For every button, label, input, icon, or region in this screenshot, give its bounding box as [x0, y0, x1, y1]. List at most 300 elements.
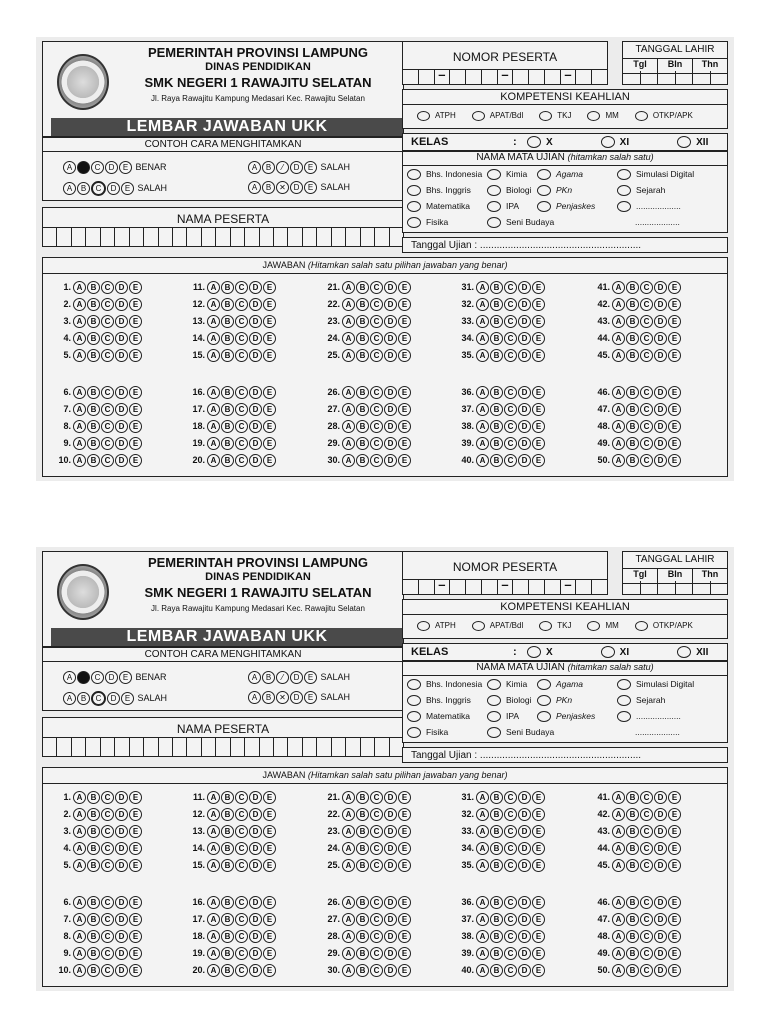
answer-bubble[interactable]: D	[384, 315, 397, 328]
nama-cell[interactable]	[317, 738, 331, 756]
answer-bubble[interactable]: D	[518, 808, 531, 821]
answer-bubble[interactable]: D	[249, 913, 262, 926]
nomor-cell[interactable]	[450, 580, 466, 594]
answer-bubble[interactable]: A	[612, 437, 625, 450]
answer-bubble[interactable]: B	[356, 964, 369, 977]
answer-bubble[interactable]: E	[398, 332, 411, 345]
tanggal-lahir-cell[interactable]	[711, 71, 728, 84]
answer-bubble[interactable]: B	[490, 808, 503, 821]
tanggal-lahir-cells[interactable]	[623, 71, 727, 84]
answer-bubble[interactable]: D	[115, 896, 128, 909]
answer-bubble[interactable]: B	[87, 437, 100, 450]
nama-cell[interactable]	[115, 228, 129, 246]
answer-bubble[interactable]: C	[370, 281, 383, 294]
answer-bubble[interactable]: B	[490, 913, 503, 926]
answer-bubble[interactable]: E	[532, 349, 545, 362]
answer-bubble[interactable]: B	[490, 791, 503, 804]
nomor-cell[interactable]	[545, 580, 561, 594]
nama-cell[interactable]	[390, 738, 403, 756]
answer-bubble[interactable]: D	[115, 454, 128, 467]
answer-bubble[interactable]: C	[504, 349, 517, 362]
mata-ujian-option[interactable]: Matematika	[407, 711, 470, 722]
answer-bubble[interactable]: B	[221, 349, 234, 362]
answer-bubble[interactable]: B	[221, 403, 234, 416]
answer-bubble[interactable]: A	[207, 420, 220, 433]
answer-bubble[interactable]: E	[263, 437, 276, 450]
answer-bubble[interactable]: A	[207, 896, 220, 909]
answer-bubble[interactable]: D	[654, 842, 667, 855]
answer-bubble[interactable]: D	[654, 437, 667, 450]
answer-bubble[interactable]: D	[654, 386, 667, 399]
answer-bubble[interactable]: E	[398, 454, 411, 467]
answer-bubble[interactable]: D	[115, 930, 128, 943]
answer-bubble[interactable]: C	[640, 930, 653, 943]
answer-bubble[interactable]: E	[532, 842, 545, 855]
mata-ujian-option[interactable]: Kimia	[487, 679, 527, 690]
nama-cell[interactable]	[303, 228, 317, 246]
mata-ujian-option[interactable]: Simulasi Digital	[617, 679, 694, 690]
answer-bubble[interactable]: B	[626, 825, 639, 838]
answer-bubble[interactable]: E	[129, 808, 142, 821]
answer-bubble[interactable]: D	[115, 825, 128, 838]
answer-bubble[interactable]: A	[476, 947, 489, 960]
answer-bubble[interactable]: C	[101, 315, 114, 328]
answer-bubble[interactable]: A	[207, 859, 220, 872]
nama-cell[interactable]	[260, 228, 274, 246]
answer-bubble[interactable]: A	[476, 437, 489, 450]
answer-bubble[interactable]: E	[129, 964, 142, 977]
answer-bubble[interactable]: C	[504, 859, 517, 872]
answer-bubble[interactable]: E	[668, 403, 681, 416]
answer-bubble[interactable]: A	[73, 808, 86, 821]
nomor-cell[interactable]	[482, 70, 498, 84]
answer-bubble[interactable]: A	[476, 386, 489, 399]
answer-bubble[interactable]: C	[101, 791, 114, 804]
answer-bubble[interactable]: E	[532, 437, 545, 450]
answer-bubble[interactable]: B	[490, 403, 503, 416]
answer-bubble[interactable]: C	[370, 859, 383, 872]
answer-bubble[interactable]: D	[115, 420, 128, 433]
answer-bubble[interactable]: C	[101, 808, 114, 821]
answer-bubble[interactable]: E	[398, 913, 411, 926]
answer-bubble[interactable]: D	[115, 964, 128, 977]
answer-bubble[interactable]: B	[490, 947, 503, 960]
answer-bubble[interactable]: C	[504, 298, 517, 311]
answer-bubble[interactable]: A	[342, 403, 355, 416]
answer-bubble[interactable]: B	[221, 913, 234, 926]
answer-bubble[interactable]: B	[626, 386, 639, 399]
answer-bubble[interactable]: D	[654, 315, 667, 328]
answer-bubble[interactable]: D	[249, 403, 262, 416]
answer-bubble[interactable]: D	[384, 808, 397, 821]
answer-bubble[interactable]: E	[398, 859, 411, 872]
answer-bubble[interactable]: A	[73, 386, 86, 399]
mata-ujian-option[interactable]: Agama	[537, 169, 583, 180]
mata-ujian-option[interactable]: PKn	[537, 185, 572, 196]
answer-bubble[interactable]: D	[384, 913, 397, 926]
answer-bubble[interactable]: B	[626, 808, 639, 821]
tanggal-lahir-cell[interactable]	[641, 71, 659, 84]
answer-bubble[interactable]: C	[235, 791, 248, 804]
kompetensi-option[interactable]: ATPH	[417, 621, 456, 630]
answer-bubble[interactable]: B	[87, 896, 100, 909]
answer-bubble[interactable]: C	[235, 349, 248, 362]
answer-bubble[interactable]: E	[263, 281, 276, 294]
answer-bubble[interactable]: E	[668, 947, 681, 960]
answer-bubble[interactable]: C	[370, 930, 383, 943]
answer-bubble[interactable]: A	[73, 298, 86, 311]
answer-bubble[interactable]: E	[398, 930, 411, 943]
answer-bubble[interactable]: D	[518, 896, 531, 909]
answer-bubble[interactable]: E	[668, 437, 681, 450]
answer-bubble[interactable]: B	[221, 420, 234, 433]
answer-bubble[interactable]: C	[504, 386, 517, 399]
answer-bubble[interactable]: C	[504, 808, 517, 821]
answer-bubble[interactable]: D	[115, 403, 128, 416]
nama-cell[interactable]	[130, 228, 144, 246]
answer-bubble[interactable]: E	[398, 808, 411, 821]
answer-bubble[interactable]: B	[87, 454, 100, 467]
answer-bubble[interactable]: D	[115, 281, 128, 294]
answer-bubble[interactable]: E	[129, 842, 142, 855]
mata-ujian-option[interactable]: Agama	[537, 679, 583, 690]
answer-bubble[interactable]: D	[115, 913, 128, 926]
answer-bubble[interactable]: B	[221, 825, 234, 838]
answer-bubble[interactable]: B	[356, 281, 369, 294]
answer-bubble[interactable]: C	[101, 454, 114, 467]
answer-bubble[interactable]: E	[129, 403, 142, 416]
answer-bubble[interactable]: B	[490, 842, 503, 855]
answer-bubble[interactable]: E	[398, 420, 411, 433]
answer-bubble[interactable]: A	[207, 403, 220, 416]
answer-bubble[interactable]: B	[490, 420, 503, 433]
answer-bubble[interactable]: A	[476, 298, 489, 311]
answer-bubble[interactable]: D	[115, 947, 128, 960]
answer-bubble[interactable]: A	[207, 947, 220, 960]
answer-bubble[interactable]: C	[101, 403, 114, 416]
nomor-cell[interactable]	[576, 580, 592, 594]
answer-bubble[interactable]: C	[101, 896, 114, 909]
answer-bubble[interactable]: D	[518, 281, 531, 294]
answer-bubble[interactable]: D	[384, 437, 397, 450]
nama-cell[interactable]	[187, 228, 201, 246]
nomor-cell[interactable]	[513, 580, 529, 594]
nama-cell[interactable]	[159, 228, 173, 246]
answer-bubble[interactable]: A	[342, 930, 355, 943]
tanggal-lahir-cell[interactable]	[658, 581, 676, 594]
answer-bubble[interactable]: B	[221, 298, 234, 311]
answer-bubble[interactable]: C	[504, 825, 517, 838]
nama-cell[interactable]	[101, 228, 115, 246]
answer-bubble[interactable]: D	[115, 437, 128, 450]
answer-bubble[interactable]: D	[384, 930, 397, 943]
mata-ujian-option[interactable]: PKn	[537, 695, 572, 706]
answer-bubble[interactable]: D	[518, 349, 531, 362]
answer-bubble[interactable]: B	[490, 964, 503, 977]
answer-bubble[interactable]: E	[398, 825, 411, 838]
answer-bubble[interactable]: D	[518, 386, 531, 399]
nama-cell[interactable]	[288, 228, 302, 246]
answer-bubble[interactable]: C	[370, 454, 383, 467]
answer-bubble[interactable]: D	[654, 454, 667, 467]
answer-bubble[interactable]: B	[356, 842, 369, 855]
answer-bubble[interactable]: A	[342, 298, 355, 311]
answer-bubble[interactable]: B	[87, 859, 100, 872]
tanggal-ujian-label[interactable]: Tanggal Ujian : ..........................................................	[411, 750, 642, 761]
answer-bubble[interactable]: E	[532, 403, 545, 416]
answer-bubble[interactable]: E	[263, 386, 276, 399]
answer-bubble[interactable]: D	[249, 842, 262, 855]
answer-bubble[interactable]: C	[370, 437, 383, 450]
answer-bubble[interactable]: D	[654, 791, 667, 804]
answer-bubble[interactable]: B	[87, 842, 100, 855]
mata-ujian-option[interactable]: Bhs. Indonesia	[407, 169, 482, 180]
answer-bubble[interactable]: C	[235, 913, 248, 926]
answer-bubble[interactable]: A	[612, 896, 625, 909]
answer-bubble[interactable]: E	[129, 930, 142, 943]
answer-bubble[interactable]: A	[207, 791, 220, 804]
answer-bubble[interactable]: E	[263, 791, 276, 804]
answer-bubble[interactable]: A	[207, 315, 220, 328]
answer-bubble[interactable]: C	[370, 808, 383, 821]
nama-cell[interactable]	[231, 738, 245, 756]
answer-bubble[interactable]: E	[668, 930, 681, 943]
answer-bubble[interactable]: B	[626, 791, 639, 804]
answer-bubble[interactable]: E	[398, 386, 411, 399]
answer-bubble[interactable]: A	[476, 420, 489, 433]
answer-bubble[interactable]: C	[640, 386, 653, 399]
answer-bubble[interactable]: D	[654, 947, 667, 960]
answer-bubble[interactable]: A	[342, 913, 355, 926]
nama-cell[interactable]	[101, 738, 115, 756]
answer-bubble[interactable]: C	[235, 332, 248, 345]
answer-bubble[interactable]: C	[640, 454, 653, 467]
answer-bubble[interactable]: A	[207, 386, 220, 399]
nama-cell[interactable]	[361, 738, 375, 756]
answer-bubble[interactable]: D	[654, 403, 667, 416]
answer-bubble[interactable]: D	[518, 454, 531, 467]
answer-bubble[interactable]: E	[532, 298, 545, 311]
nomor-cell[interactable]	[435, 70, 451, 84]
answer-bubble[interactable]: D	[384, 332, 397, 345]
answer-bubble[interactable]: B	[87, 964, 100, 977]
answer-bubble[interactable]: E	[532, 896, 545, 909]
answer-bubble[interactable]: D	[384, 298, 397, 311]
answer-bubble[interactable]: C	[235, 930, 248, 943]
answer-bubble[interactable]: E	[668, 825, 681, 838]
answer-bubble[interactable]: A	[612, 964, 625, 977]
answer-bubble[interactable]: A	[612, 281, 625, 294]
answer-bubble[interactable]: C	[504, 896, 517, 909]
answer-bubble[interactable]: D	[654, 930, 667, 943]
nomor-cell[interactable]	[498, 70, 514, 84]
answer-bubble[interactable]: D	[249, 281, 262, 294]
mata-ujian-option[interactable]: IPA	[487, 201, 519, 212]
answer-bubble[interactable]: B	[221, 808, 234, 821]
nama-cell[interactable]	[260, 738, 274, 756]
answer-bubble[interactable]: B	[87, 825, 100, 838]
answer-bubble[interactable]: D	[384, 791, 397, 804]
answer-bubble[interactable]: A	[476, 896, 489, 909]
answer-bubble[interactable]: E	[129, 298, 142, 311]
answer-bubble[interactable]: B	[626, 403, 639, 416]
nomor-cell[interactable]	[450, 70, 466, 84]
answer-bubble[interactable]: B	[626, 349, 639, 362]
answer-bubble[interactable]: C	[504, 964, 517, 977]
answer-bubble[interactable]: A	[612, 332, 625, 345]
answer-bubble[interactable]: D	[518, 332, 531, 345]
answer-bubble[interactable]: C	[235, 420, 248, 433]
answer-bubble[interactable]: D	[518, 403, 531, 416]
answer-bubble[interactable]: D	[249, 298, 262, 311]
answer-bubble[interactable]: B	[356, 930, 369, 943]
answer-bubble[interactable]: B	[221, 437, 234, 450]
kompetensi-option[interactable]: MM	[587, 111, 618, 120]
nomor-cell[interactable]	[529, 70, 545, 84]
answer-bubble[interactable]: B	[87, 386, 100, 399]
answer-bubble[interactable]: E	[129, 332, 142, 345]
answer-bubble[interactable]: D	[654, 281, 667, 294]
answer-bubble[interactable]: A	[73, 349, 86, 362]
answer-bubble[interactable]: C	[640, 825, 653, 838]
answer-bubble[interactable]: E	[668, 420, 681, 433]
kompetensi-option[interactable]: ATPH	[417, 111, 456, 120]
answer-bubble[interactable]: C	[370, 947, 383, 960]
answer-bubble[interactable]: C	[504, 403, 517, 416]
answer-bubble[interactable]: A	[342, 454, 355, 467]
answer-bubble[interactable]: E	[668, 913, 681, 926]
answer-bubble[interactable]: A	[476, 859, 489, 872]
answer-bubble[interactable]: B	[221, 315, 234, 328]
answer-bubble[interactable]: D	[115, 349, 128, 362]
nama-cell[interactable]	[72, 738, 86, 756]
answer-bubble[interactable]: C	[504, 437, 517, 450]
answer-bubble[interactable]: E	[263, 964, 276, 977]
mata-ujian-option[interactable]: Simulasi Digital	[617, 169, 694, 180]
nama-cell[interactable]	[245, 738, 259, 756]
answer-bubble[interactable]: D	[384, 386, 397, 399]
nama-cell[interactable]	[115, 738, 129, 756]
answer-bubble[interactable]: A	[476, 281, 489, 294]
answer-bubble[interactable]: B	[490, 298, 503, 311]
answer-bubble[interactable]: A	[612, 349, 625, 362]
answer-bubble[interactable]: A	[207, 437, 220, 450]
answer-bubble[interactable]: C	[370, 825, 383, 838]
answer-bubble[interactable]: C	[101, 349, 114, 362]
answer-bubble[interactable]: A	[476, 315, 489, 328]
answer-bubble[interactable]: B	[221, 859, 234, 872]
answer-bubble[interactable]: E	[532, 315, 545, 328]
tanggal-lahir-cells[interactable]	[623, 581, 727, 594]
tanggal-lahir-cell[interactable]	[676, 71, 694, 84]
answer-bubble[interactable]: E	[668, 964, 681, 977]
answer-bubble[interactable]: C	[504, 315, 517, 328]
answer-bubble[interactable]: B	[356, 896, 369, 909]
answer-bubble[interactable]: D	[384, 349, 397, 362]
nomor-peserta-cells[interactable]	[403, 69, 607, 84]
answer-bubble[interactable]: D	[249, 454, 262, 467]
answer-bubble[interactable]: E	[129, 454, 142, 467]
answer-bubble[interactable]: D	[115, 791, 128, 804]
answer-bubble[interactable]: B	[490, 859, 503, 872]
answer-bubble[interactable]: E	[129, 947, 142, 960]
answer-bubble[interactable]: A	[73, 842, 86, 855]
answer-bubble[interactable]: E	[532, 964, 545, 977]
answer-bubble[interactable]: C	[504, 454, 517, 467]
answer-bubble[interactable]: B	[356, 386, 369, 399]
answer-bubble[interactable]: B	[490, 349, 503, 362]
answer-bubble[interactable]: E	[263, 420, 276, 433]
answer-bubble[interactable]: B	[221, 332, 234, 345]
answer-bubble[interactable]: C	[640, 791, 653, 804]
nama-cell[interactable]	[144, 228, 158, 246]
answer-bubble[interactable]: C	[235, 808, 248, 821]
answer-bubble[interactable]: E	[532, 791, 545, 804]
kompetensi-option[interactable]: TKJ	[539, 621, 571, 630]
answer-bubble[interactable]: B	[221, 791, 234, 804]
answer-bubble[interactable]: E	[398, 315, 411, 328]
answer-bubble[interactable]: E	[668, 896, 681, 909]
answer-bubble[interactable]: B	[490, 825, 503, 838]
answer-bubble[interactable]: A	[73, 437, 86, 450]
answer-bubble[interactable]: E	[668, 298, 681, 311]
kompetensi-option[interactable]: OTKP/APK	[635, 111, 693, 120]
answer-bubble[interactable]: B	[221, 930, 234, 943]
answer-bubble[interactable]: E	[668, 349, 681, 362]
answer-bubble[interactable]: E	[263, 947, 276, 960]
answer-bubble[interactable]: D	[518, 791, 531, 804]
answer-bubble[interactable]: E	[263, 315, 276, 328]
answer-bubble[interactable]: D	[249, 349, 262, 362]
answer-bubble[interactable]: C	[370, 420, 383, 433]
nomor-cell[interactable]	[529, 580, 545, 594]
answer-bubble[interactable]: B	[87, 281, 100, 294]
answer-bubble[interactable]: A	[476, 454, 489, 467]
nama-cell[interactable]	[317, 228, 331, 246]
nomor-cell[interactable]	[435, 580, 451, 594]
answer-bubble[interactable]: D	[518, 437, 531, 450]
tanggal-lahir-cell[interactable]	[623, 581, 641, 594]
answer-bubble[interactable]: C	[235, 964, 248, 977]
answer-bubble[interactable]: E	[668, 859, 681, 872]
answer-bubble[interactable]: A	[612, 454, 625, 467]
mata-ujian-option[interactable]: Bhs. Inggris	[407, 185, 471, 196]
answer-bubble[interactable]: A	[342, 349, 355, 362]
answer-bubble[interactable]: B	[221, 454, 234, 467]
nama-cell[interactable]	[216, 738, 230, 756]
answer-bubble[interactable]: D	[518, 964, 531, 977]
answer-bubble[interactable]: C	[640, 913, 653, 926]
kompetensi-option[interactable]: APAT/Bdl	[472, 111, 524, 120]
nama-cell[interactable]	[72, 228, 86, 246]
answer-bubble[interactable]: C	[101, 386, 114, 399]
answer-bubble[interactable]: C	[640, 349, 653, 362]
tanggal-lahir-cell[interactable]	[693, 71, 711, 84]
answer-bubble[interactable]: C	[640, 420, 653, 433]
answer-bubble[interactable]: D	[249, 964, 262, 977]
answer-bubble[interactable]: E	[263, 349, 276, 362]
answer-bubble[interactable]: D	[654, 913, 667, 926]
answer-bubble[interactable]: C	[640, 859, 653, 872]
answer-bubble[interactable]: A	[476, 825, 489, 838]
answer-bubble[interactable]: B	[87, 791, 100, 804]
answer-bubble[interactable]: E	[668, 386, 681, 399]
answer-bubble[interactable]: B	[356, 349, 369, 362]
answer-bubble[interactable]: D	[384, 947, 397, 960]
answer-bubble[interactable]: B	[490, 332, 503, 345]
answer-bubble[interactable]: A	[612, 842, 625, 855]
answer-bubble[interactable]: C	[101, 825, 114, 838]
